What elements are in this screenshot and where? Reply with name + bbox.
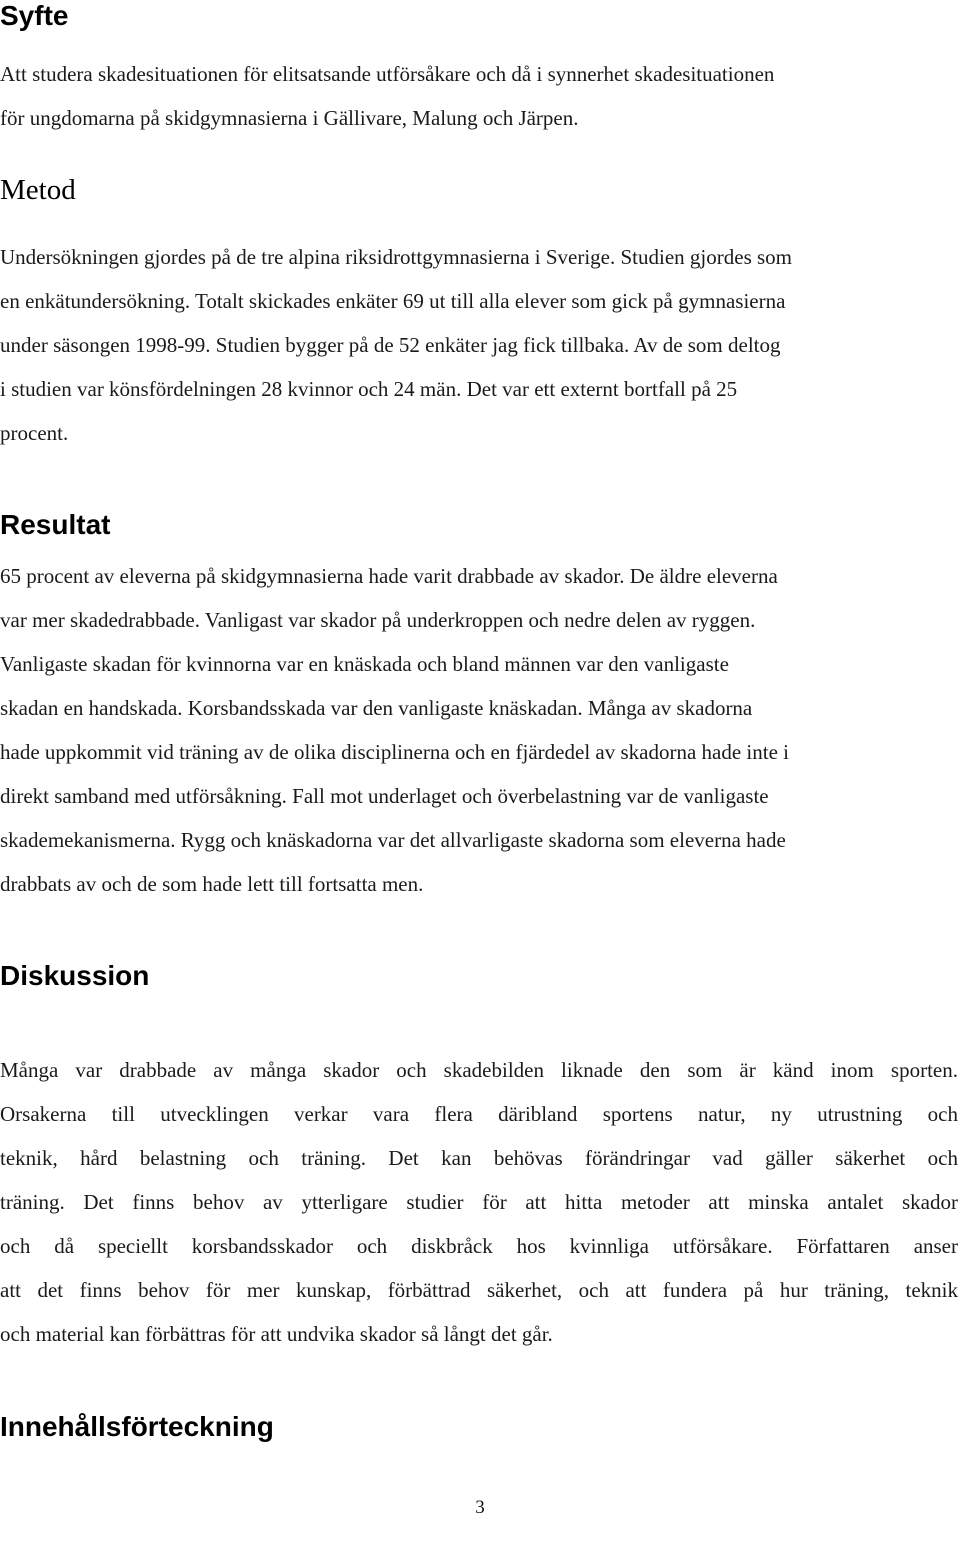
heading-resultat: Resultat xyxy=(0,509,111,540)
text-line: 65 procent av eleverna på skidgymnasierna hade varit drabbade av skador. De äldre eleverna xyxy=(0,564,778,588)
heading-innehallsforteckning: Innehållsförteckning xyxy=(0,1411,274,1442)
page-number: 3 xyxy=(475,1497,485,1518)
text-line: var mer skadedrabbade. Vanligast var skador på underkroppen och nedre delen av ryggen. xyxy=(0,608,756,632)
paragraph-metod xyxy=(0,235,958,455)
text-line: Vanligaste skadan för kvinnorna var en knäskada och bland männen var den vanligaste xyxy=(0,652,729,676)
text-line: Orsakerna till utvecklingen verkar vara flera däribland sportens natur, ny utrustning och xyxy=(0,1102,958,1126)
heading-syfte: Syfte xyxy=(0,0,69,31)
text-line: teknik, hård belastning och träning. Det kan behövas förändringar vad gäller säkerhet och xyxy=(0,1146,958,1170)
text-line: för ungdomarna på skidgymnasierna i Gällivare, Malung och Järpen. xyxy=(0,106,579,130)
text-line: drabbats av och de som hade lett till fortsatta men. xyxy=(0,872,424,896)
paragraph-resultat xyxy=(0,554,958,906)
text-line: Att studera skadesituationen för elitsatsande utförsåkare och då i synnerhet skadesituationen xyxy=(0,62,775,86)
text-line: och material kan förbättras för att undvika skador så långt det går. xyxy=(0,1322,553,1346)
text-line: direkt samband med utförsåkning. Fall mot underlaget och överbelastning var de vanligaste xyxy=(0,784,769,808)
text-line: skademekanismerna. Rygg och knäskadorna var det allvarligaste skadorna som eleverna hade xyxy=(0,828,786,852)
text-line: procent. xyxy=(0,421,69,445)
text-line: under säsongen 1998-99. Studien bygger på de 52 enkäter jag fick tillbaka. Av de som deltog xyxy=(0,333,781,357)
text-line: Många var drabbade av många skador och skadebilden liknade den som är känd inom sporten. xyxy=(0,1058,958,1082)
text-line: skadan en handskada. Korsbandsskada var den vanligaste knäskadan. Många av skadorna xyxy=(0,696,753,720)
text-line: och då speciellt korsbandsskador och diskbråck hos kvinnliga utförsåkare. Författaren anser xyxy=(0,1234,958,1258)
text-line: hade uppkommit vid träning av de olika disciplinerna och en fjärdedel av skadorna hade inte i xyxy=(0,740,789,764)
heading-metod: Metod xyxy=(0,174,76,206)
paragraph-syfte xyxy=(0,52,958,140)
text-line: Undersökningen gjordes på de tre alpina riksidrottgymnasierna i Sverige. Studien gjordes som xyxy=(0,245,793,269)
text-line: en enkätundersökning. Totalt skickades enkäter 69 ut till alla elever som gick på gymnasierna xyxy=(0,289,786,313)
paragraph-diskussion xyxy=(0,1048,958,1356)
text-line: träning. Det finns behov av ytterligare studier för att hitta metoder att minska antalet skador xyxy=(0,1190,958,1214)
text-line: att det finns behov för mer kunskap, förbättrad säkerhet, och att fundera på hur träning, teknik xyxy=(0,1278,958,1302)
text-line: i studien var könsfördelningen 28 kvinnor och 24 män. Det var ett externt bortfall på 25 xyxy=(0,377,738,401)
heading-diskussion: Diskussion xyxy=(0,960,150,991)
